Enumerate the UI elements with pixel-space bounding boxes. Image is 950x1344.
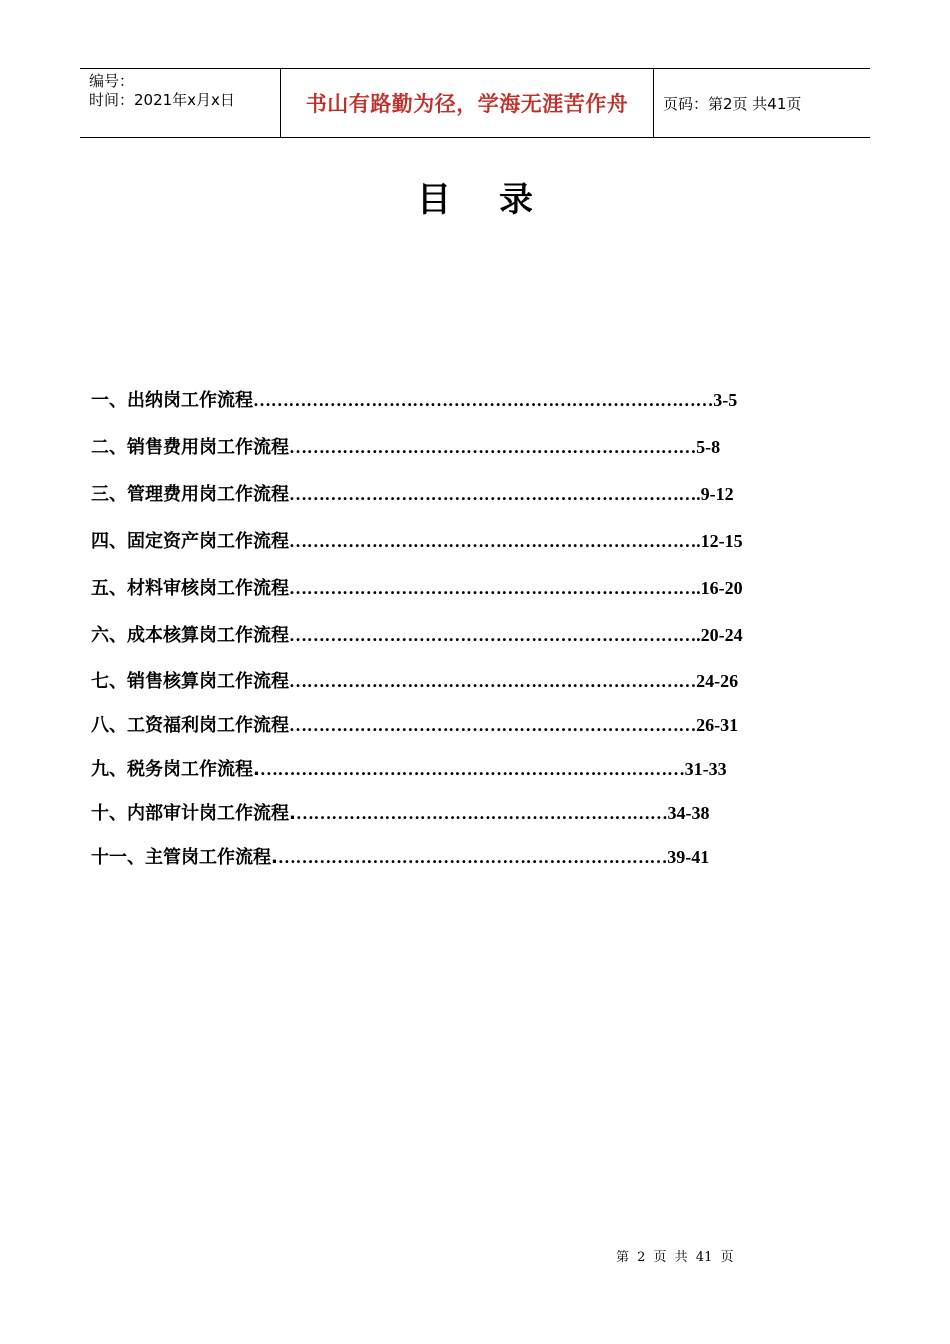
toc-entry-label: 十、内部审计岗工作流程. [91, 803, 296, 824]
toc-entry[interactable] [91, 574, 743, 600]
page-footer: 第 2 页 共 41 页 [616, 1250, 734, 1265]
toc-leader-dots: ………………………………………………………… [277, 847, 668, 867]
motto-text: 书山有路勤为径，学海无涯苦作舟 [305, 92, 629, 116]
toc-leader-dots: …………………………………………………………… [289, 671, 697, 691]
page-title: 目录 [417, 180, 581, 220]
toc-entry-label: 十一、主管岗工作流程. [91, 847, 278, 868]
toc-entry-pages: .12-15 [696, 531, 743, 551]
toc-entry-pages: .20-24 [696, 625, 743, 645]
toc-entry-label: 六、成本核算岗工作流程 [91, 625, 289, 646]
toc-entry[interactable] [91, 799, 710, 825]
toc-entry[interactable] [91, 711, 738, 737]
toc-leader-dots: ……………………………………………………………… [259, 759, 685, 779]
toc-entry-pages: 5-8 [696, 437, 721, 457]
toc-leader-dots: …………………………………………………………… [289, 531, 697, 551]
toc-entry-label: 八、工资福利岗工作流程 [91, 715, 289, 736]
toc-leader-dots: …………………………………………………………………… [253, 390, 714, 410]
toc-entry-label: 四、固定资产岗工作流程 [91, 531, 289, 552]
toc-entry-label: 一、出纳岗工作流程 [91, 390, 253, 411]
toc-entry-pages: 31-33 [684, 759, 727, 779]
toc-entry-label: 五、材料审核岗工作流程 [91, 578, 289, 599]
toc-entry-pages: .16-20 [696, 578, 743, 598]
toc-entry[interactable] [91, 386, 737, 412]
page-header [80, 68, 870, 138]
toc-leader-dots: …………………………………………………………… [289, 625, 697, 645]
toc-leader-dots: …………………………………………………………… [289, 715, 697, 735]
toc-entry[interactable] [91, 755, 727, 781]
header-motto-cell [281, 69, 654, 137]
toc-entry[interactable] [91, 667, 738, 693]
toc-entry-label: 九、税务岗工作流程. [91, 759, 260, 780]
toc-leader-dots: …………………………………………………………… [289, 578, 697, 598]
toc-entry[interactable] [91, 843, 709, 869]
page-info: 页码：第2页 共41页 [663, 94, 802, 113]
toc-entry-pages: 3-5 [713, 390, 738, 410]
toc-entry-label: 七、销售核算岗工作流程 [91, 671, 289, 692]
header-page-cell [654, 69, 870, 137]
toc-entry-pages: 34-38 [667, 803, 710, 823]
toc-entry[interactable] [91, 527, 743, 553]
toc-entry-pages: .9-12 [696, 484, 734, 504]
toc-entry[interactable] [91, 621, 743, 647]
toc-entry-pages: 26-31 [696, 715, 739, 735]
toc-entry-pages: 39-41 [667, 847, 710, 867]
time-label: 时间：2021年x月x日 [89, 91, 235, 109]
toc-entry[interactable] [91, 433, 720, 459]
toc-entry-label: 三、管理费用岗工作流程 [91, 484, 289, 505]
toc-entry-label: 二、销售费用岗工作流程 [91, 437, 289, 458]
toc-entry[interactable] [91, 480, 734, 506]
toc-leader-dots: …………………………………………………………… [289, 437, 697, 457]
toc-entry-pages: 24-26 [696, 671, 739, 691]
toc-leader-dots: …………………………………………………………… [289, 484, 697, 504]
header-meta-cell [80, 69, 281, 137]
number-label: 编号： [89, 72, 135, 90]
toc-leader-dots: ……………………………………………………… [295, 803, 668, 823]
